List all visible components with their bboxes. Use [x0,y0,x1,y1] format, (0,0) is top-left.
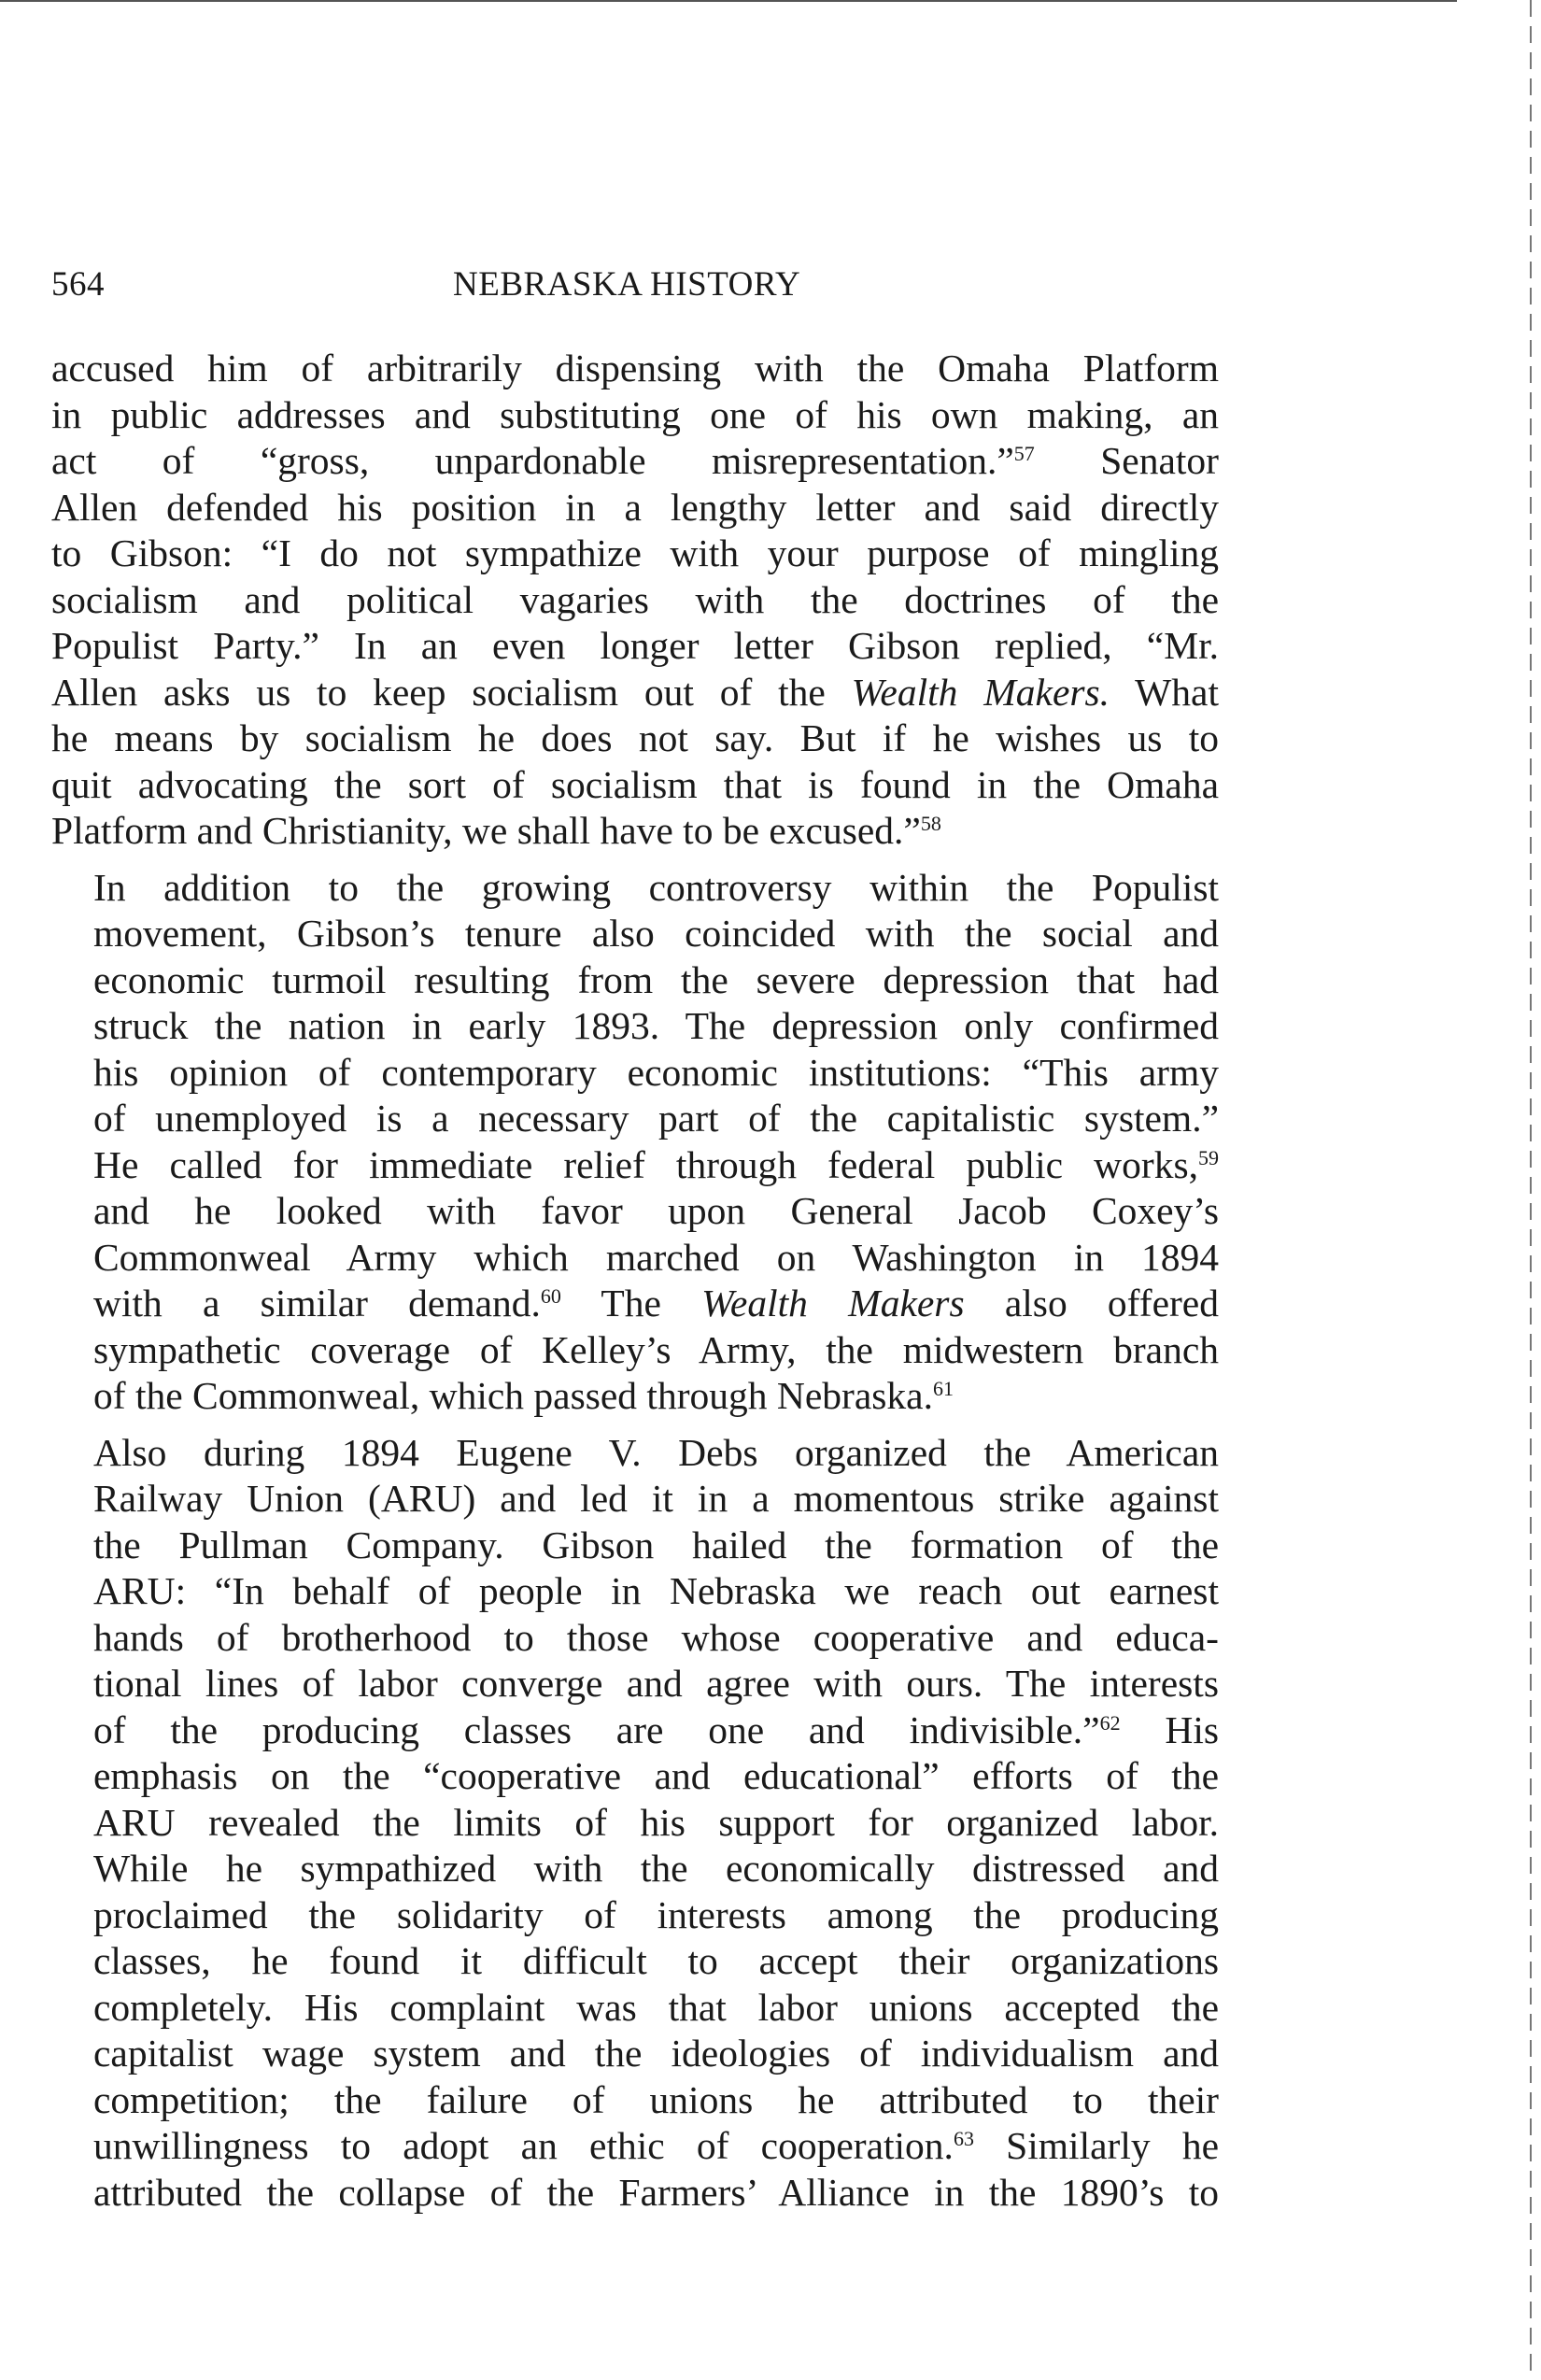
publication-title: Wealth Makers [701,1282,965,1325]
text-line: Allen defended his position in a lengthy letter and said directly [51,485,1219,529]
text-line [51,670,1219,716]
footnote-ref-59: 59 [1198,1145,1219,1169]
text-line [51,1142,1219,1189]
text-run: What [1110,670,1220,714]
text-run: The [560,1282,702,1325]
footnote-ref-62: 62 [1099,1710,1121,1735]
text-run: He called for immediate relief through federal public works, [93,1142,1198,1186]
page-header [51,264,1219,311]
text-run: also offered [964,1282,1219,1325]
footnote-ref-63: 63 [953,2127,974,2150]
text-line: of unemployed is a necessary part of the capitalistic system.” [93,1097,1219,1140]
text-line: hands of brotherhood to those whose cooperative and educa- [93,1615,1219,1659]
text-line: tional lines of labor converge and agree with ours. The interests [93,1662,1219,1705]
publication-title: Wealth Makers. [851,670,1110,714]
footnote-ref-57: 57 [1013,442,1035,465]
text-line: to Gibson: “I do not sympathize with your purpose of mingling [51,531,1219,574]
text-line: ARU revealed the limits of his support for organized labor. [93,1800,1219,1844]
text-run: with a similar demand. [93,1282,541,1325]
text-run: of the producing classes are one and indivisible.” [93,1707,1100,1751]
paragraph-1 [51,346,1219,855]
text-run: act of “gross, unpardonable misrepresentation.” [51,439,1014,482]
text-run: Senator [1034,439,1219,482]
right-scan-edge [1530,0,1532,2380]
text-line: economic turmoil resulting from the severe depression that had [93,957,1219,1001]
text-line: in public addresses and substituting one of his own making, an [51,392,1219,436]
text-line: Also during 1894 Eugene V. Debs organized the American [93,1430,1219,1474]
text-line: struck the nation in early 1893. The depression only confirmed [93,1004,1219,1047]
text-line: ARU: “In behalf of people in Nebraska we reach out earnest [93,1569,1219,1612]
text-line: and he looked with favor upon General Jacob Coxey’s [93,1189,1219,1232]
text-line [51,438,1219,485]
text-line: competition; the failure of unions he attributed to their [93,2077,1219,2121]
text-line: capitalist wage system and the ideologies of individualism and [93,2032,1219,2075]
page-number: 564 [51,265,105,304]
top-scan-rule [0,0,1457,2]
text-run: Similarly he [973,2124,1219,2167]
text-line [51,1281,1219,1327]
text-run: Allen asks us to keep socialism out of the [51,670,826,714]
text-run: His [1120,1707,1219,1751]
footnote-ref-58: 58 [920,812,941,835]
text-line [51,808,1219,855]
text-line [51,2123,1219,2170]
paragraph-2 [51,865,1219,1420]
text-line [51,1707,1219,1754]
text-run: Platform and Christianity, we shall have to be excused.” [51,809,921,852]
text-line: attributed the collapse of the Farmers’ Alliance in the 1890’s to [93,2170,1219,2214]
text-line: In addition to the growing controversy within the Populist [93,865,1219,909]
text-run: of the Commonweal, which passed through Nebraska. [93,1374,933,1417]
text-line: socialism and political vagaries with the doctrines of the [51,577,1219,621]
text-line: accused him of arbitrarily dispensing with the Omaha Platform [51,347,1219,390]
paragraph-3 [51,1430,1219,2217]
text-line: emphasis on the “cooperative and educational” efforts of the [93,1754,1219,1797]
text-line: sympathetic coverage of Kelley’s Army, the midwestern branch [93,1327,1219,1371]
text-line: completely. His complaint was that labor unions accepted the [93,1985,1219,2029]
text-line: Railway Union (ARU) and led it in a momentous strike against [93,1477,1219,1520]
text-line: quit advocating the sort of socialism that is found in the Omaha [51,762,1219,806]
text-line: movement, Gibson’s tenure also coincided with the social and [93,912,1219,955]
text-line: his opinion of contemporary economic institutions: “This army [93,1050,1219,1094]
text-line: Commonweal Army which marched on Washington in 1894 [93,1235,1219,1279]
footnote-ref-61: 61 [932,1377,954,1400]
text-line: the Pullman Company. Gibson hailed the formation of the [93,1523,1219,1566]
text-line: classes, he found it difficult to accept their organizations [93,1939,1219,1982]
text-line: proclaimed the solidarity of interests among the producing [93,1892,1219,1936]
running-title: NEBRASKA HISTORY [453,265,801,304]
footnote-ref-60: 60 [540,1284,561,1308]
text-line [51,1373,1219,1420]
text-line: Populist Party.” In an even longer letter Gibson replied, “Mr. [51,624,1219,667]
text-run: unwillingness to adopt an ethic of cooperation. [93,2124,954,2167]
text-line: he means by socialism he does not say. But if he wishes us to [51,716,1219,759]
text-line: While he sympathized with the economically distressed and [93,1847,1219,1890]
article-body [51,346,1219,2216]
